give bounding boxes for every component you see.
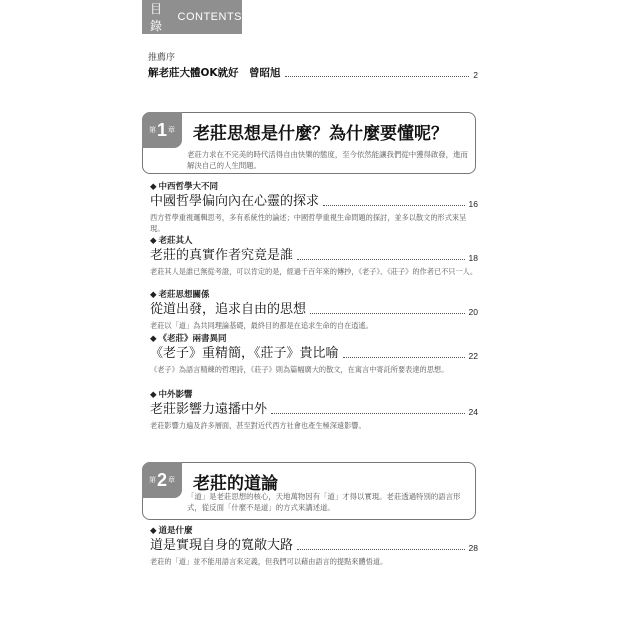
preface-label: 推薦序	[148, 53, 176, 63]
entry-kicker	[150, 182, 478, 193]
entry-title: 老莊的真實作者究竟是誰	[150, 248, 294, 263]
entry-row	[150, 302, 478, 318]
entry-kicker	[150, 236, 478, 247]
dot-leader	[285, 76, 470, 77]
entry-row	[150, 346, 478, 362]
diamond-bullet-icon: ◆	[150, 236, 157, 246]
kicker-text: 道是什麼	[158, 526, 193, 536]
badge-number: 2	[156, 469, 167, 490]
tab-label-latin: CONTENTS	[177, 11, 242, 23]
dot-leader	[297, 549, 465, 550]
kicker-text: 老莊思想關係	[158, 290, 210, 300]
entry-row	[150, 194, 478, 210]
entry-description: 老莊其人是誰已無從考證，可以肯定的是，經過千百年來的傳抄，《老子》、《莊子》的作者已不只一人。	[150, 267, 478, 276]
preface-title: 解老莊大體OK就好 曾昭旭	[148, 67, 281, 79]
kicker-text: 老莊其人	[158, 236, 193, 246]
dot-leader	[323, 205, 465, 206]
badge-prefix: 第	[148, 476, 156, 484]
chapter-2-title: 老莊的道論	[193, 474, 278, 494]
entry-title: 道是實現自身的寬敞大路	[150, 538, 294, 553]
toc-entry[interactable]	[150, 526, 478, 567]
preface-entry[interactable]	[148, 52, 478, 81]
diamond-bullet-icon: ◆	[150, 334, 157, 344]
contents-tab	[142, 0, 242, 34]
entry-description: 西方哲學重視邏輯思考，多有系統性的論述；中國哲學重視生命問題的探討，並多以散文的形式來呈現。	[150, 213, 467, 233]
toc-entry[interactable]	[150, 236, 478, 277]
entry-title: 老莊影響力遠播中外	[150, 402, 268, 417]
dot-leader	[310, 313, 465, 314]
tab-label-cjk: 目錄	[150, 2, 163, 33]
dot-leader	[343, 357, 465, 358]
entry-description: 老莊的「道」並不能用語言來定義，但我們可以藉由語言的提點來體悟道。	[150, 557, 388, 566]
entry-kicker	[150, 334, 478, 345]
diamond-bullet-icon: ◆	[150, 390, 157, 400]
entry-row	[150, 402, 478, 418]
entry-page-number: 22	[468, 351, 478, 361]
toc-entry[interactable]	[150, 290, 478, 331]
entry-description: 《老子》為語言精練的哲理詩，《莊子》則為篇幅廣大的散文，在寓言中寄託所要表達的思想。	[150, 365, 449, 374]
diamond-bullet-icon: ◆	[150, 526, 157, 536]
preface-row	[148, 65, 478, 81]
chapter-1-badge	[142, 112, 182, 148]
entry-kicker	[150, 390, 478, 401]
chapter-1-description: 老莊力求在不完美的時代活得自由快樂的態度，至今依然能讓我們從中獲得啟發，進而解決自己的人生問題。	[187, 150, 468, 170]
entry-description: 老莊影響力遍及許多層面，甚至對近代西方社會也產生極深遠影響。	[150, 421, 366, 430]
chapter-2-badge	[142, 462, 182, 498]
entry-description: 老莊以「道」為共同理論基礎，最終目的都是在追求生命的自在逍遙。	[150, 321, 373, 330]
badge-prefix: 第	[148, 126, 156, 134]
entry-row	[150, 538, 478, 554]
entry-title: 《老子》重精簡，《莊子》貴比喻	[150, 346, 339, 361]
entry-title: 中國哲學偏向內在心靈的探求	[150, 194, 320, 209]
kicker-text: 《老莊》兩書異同	[158, 334, 227, 344]
badge-number: 1	[156, 119, 167, 140]
diamond-bullet-icon: ◆	[150, 182, 157, 192]
kicker-text: 中西哲學大不同	[158, 182, 219, 192]
toc-entry[interactable]	[150, 390, 478, 431]
dot-leader	[271, 413, 465, 414]
toc-entry[interactable]	[150, 182, 478, 234]
entry-page-number: 28	[468, 543, 478, 553]
chapter-2-box[interactable]	[142, 462, 476, 520]
chapter-1-title: 老莊思想是什麼？為什麼要懂呢？	[193, 124, 448, 144]
badge-suffix: 章	[168, 126, 175, 134]
entry-kicker	[150, 526, 478, 537]
preface-page-number: 2	[473, 70, 478, 80]
entry-page-number: 18	[468, 253, 478, 263]
entry-page-number: 16	[468, 199, 478, 209]
toc-entry[interactable]	[150, 334, 478, 375]
entry-page-number: 24	[468, 407, 478, 417]
chapter-2-description: 「道」是老莊思想的核心，天地萬物因有「道」才得以實現。老莊透過特別的語言形式，從反面「什麼不是道」的方式來講述道。	[187, 492, 461, 512]
badge-suffix: 章	[168, 476, 175, 484]
dot-leader	[297, 259, 465, 260]
entry-title: 從道出發，追求自由的思想	[150, 302, 307, 317]
entry-kicker	[150, 290, 478, 301]
entry-page-number: 20	[468, 307, 478, 317]
diamond-bullet-icon: ◆	[150, 290, 157, 300]
entry-row	[150, 248, 478, 264]
kicker-text: 中外影響	[158, 390, 193, 400]
chapter-1-box[interactable]	[142, 112, 476, 174]
